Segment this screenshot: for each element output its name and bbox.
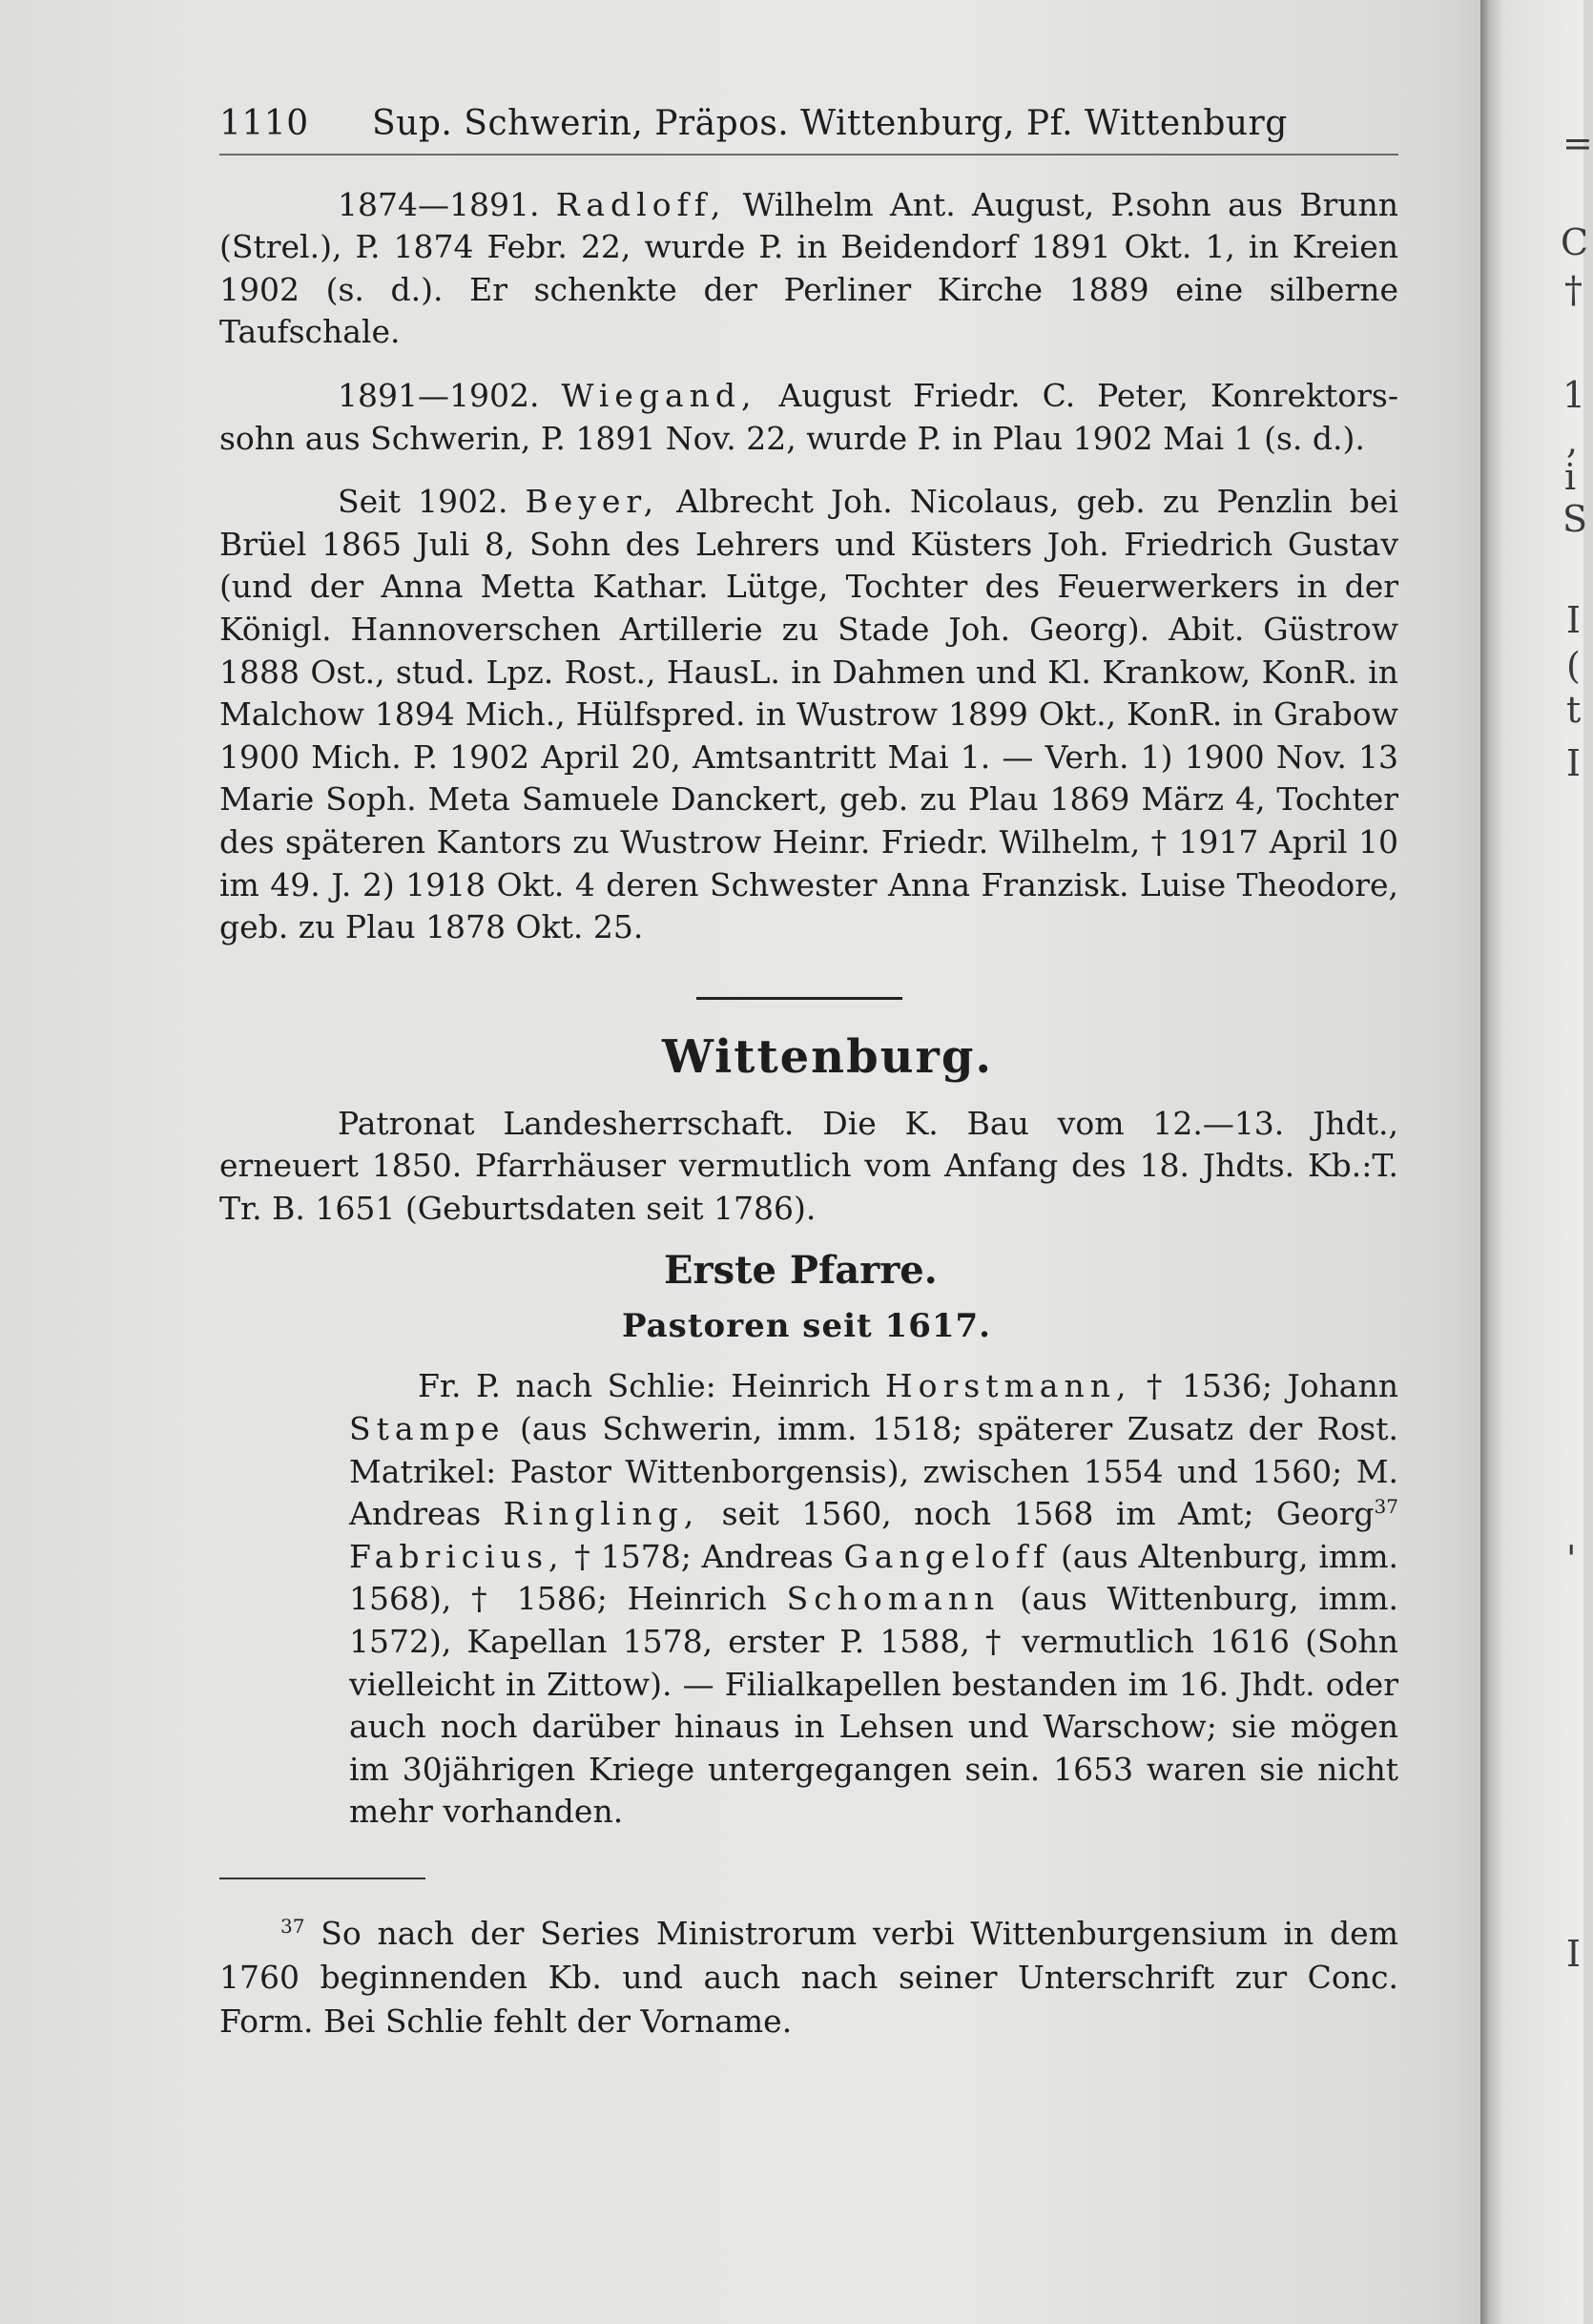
entry-name: Beyer, (525, 483, 660, 521)
footnote-text: So nach der Series Ministrorum verbi Wittenburgensium in dem 1760 beginnenden Kb. und auch nach seiner Unterschrift zur Conc. Form. Bei Schlie fehlt der Vorname. (219, 1915, 1398, 2040)
footnote-divider (219, 1878, 425, 1879)
entry-years: 1874—1891. (338, 185, 540, 223)
entry-radloff (219, 184, 1398, 354)
entry-text: Wilhelm Ant. August, P.sohn aus Brunn (Strel.), P. 1874 Febr. 22, wurde P. in Beidendorf 1891 Okt. 1, in Kreien 1902 (s. d.). Er schenkte der Perliner Kirche 1889 eine silberne Taufschale. (219, 185, 1398, 351)
history-text: (aus Altenburg, imm. 1568), † 1586; Heinrich (349, 1537, 1399, 1618)
gutter-glyph: ( (1566, 645, 1581, 687)
entry-name: Radloff, (555, 185, 727, 223)
entry-years: 1891—1902. (338, 376, 540, 414)
entry-wiegand (219, 375, 1398, 460)
gutter-glyph: C (1561, 221, 1589, 263)
gutter-glyph: 1 (1562, 374, 1586, 416)
history-name: Schomann (786, 1580, 1001, 1618)
section-title: Wittenburg. (662, 1029, 994, 1084)
history-text: (aus Schwerin, imm. 1518; späterer Zusatz der Rost. Matrikel: Pastor Wittenborgensis), zwischen 1554 und 1560; M. Andreas (349, 1410, 1398, 1533)
history-name: Ringling, (503, 1495, 700, 1533)
footnote-ref: 37 (1374, 1495, 1398, 1519)
running-header (219, 103, 1398, 146)
gutter-glyph: I (1566, 599, 1582, 641)
history-name: Fabricius, (349, 1537, 565, 1575)
section-divider (696, 997, 902, 1000)
gutter-glyph: ' (1566, 1538, 1577, 1580)
gutter-glyph: I (1566, 742, 1582, 784)
gutter-glyph: i (1564, 456, 1577, 498)
gutter-glyph: † (1564, 269, 1583, 311)
page-body (219, 103, 1398, 2044)
entry-years: Seit 1902. (338, 483, 508, 521)
gutter-glyph: t (1566, 689, 1582, 731)
gutter-glyph: I (1566, 1933, 1582, 1975)
entry-name: Wiegand, (561, 376, 757, 414)
entry-text: Albrecht Joh. Nicolaus, geb. zu Penzlin bei Brüel 1865 Juli 8, Sohn des Lehrers und Küsters Joh. Friedrich Gustav (und der Anna Metta Kathar. Lütge, Tochter des Feuerwerkers in der Königl. Hannoverschen Artillerie zu Stade Joh. Georg). Abit. Güstrow 1888 Ost., stud. Lpz. Rost., HausL. in Dahmen und Kl. Krankow, KonR. in Malchow 1894 Mich., Hülfspred. in Wustrow 1899 Okt., KonR. in Grabow 1900 Mich. P. 1902 April 20, Amtsantritt Mai 1. — Verh. 1) 1900 Nov. 13 Marie Soph. Meta Samuele Danckert, geb. zu Plau 1869 März 4, Tochter des späteren Kantors zu Wustrow Heinr. Friedr. Wilhelm, † 1917 April 10 im 49. J. 2) 1918 Okt. 4 deren Schwester Anna Franzisk. Luise Theodore, geb. zu Plau 1878 Okt. 25. (219, 483, 1398, 946)
page-number: 1110 (219, 104, 309, 143)
section-subsubtitle: Pastoren seit 1617. (622, 1307, 992, 1346)
history-name: Stampe (349, 1410, 506, 1448)
history-text: Fr. P. nach Schlie: Heinrich (418, 1367, 885, 1405)
footnote-number: 37 (280, 1915, 305, 1938)
page-gutter (1480, 0, 1593, 2324)
history-name: Horstmann, (884, 1367, 1132, 1405)
history-text: (aus Wittenburg, imm. 1572), Kapellan 1578, erster P. 1588, † vermutlich 1616 (Sohn vielleicht in Zittow). — Filialkapellen bestanden im 16. Jhdt. oder auch noch darüber hinaus in Lehsen und Warschow; sie mögen im 30jährigen Kriege untergegangen sein. 1653 waren sie nicht mehr vorhanden. (349, 1580, 1398, 1831)
running-title: Sup. Schwerin, Präpos. Wittenburg, Pf. Wittenburg (372, 104, 1288, 143)
gutter-glyph: S (1562, 498, 1588, 540)
history-text: seit 1560, noch 1568 im Amt; Georg (699, 1495, 1375, 1533)
entry-beyer (219, 481, 1398, 949)
history-name: Gangeloff (843, 1537, 1051, 1575)
section-subtitle: Erste Pfarre. (664, 1248, 938, 1294)
patronat-paragraph: Patronat Landesherrschaft. Die K. Bau vom 12.—13. Jhdt., erneuert 1850. Pfarrhäuser vermutlich vom Anfang des 18. Jhdts. Kb.:T. Tr. B. 1651 (Geburtsdaten seit 1786). (219, 1104, 1398, 1227)
pastor-history (349, 1365, 1398, 1834)
gutter-glyph: = (1562, 122, 1593, 164)
entry-text: August Friedr. C. Peter, Konrektors-sohn aus Schwerin, P. 1891 Nov. 22, wurde P. in Plau 1902 Mai 1 (s. d.). (219, 376, 1398, 457)
gutter-glyph: , (1566, 420, 1579, 462)
header-spacer (219, 154, 1398, 156)
history-text: † 1578; Andreas (564, 1537, 844, 1575)
footnote (219, 1904, 1398, 2044)
history-text: † 1536; Johann (1131, 1367, 1398, 1405)
